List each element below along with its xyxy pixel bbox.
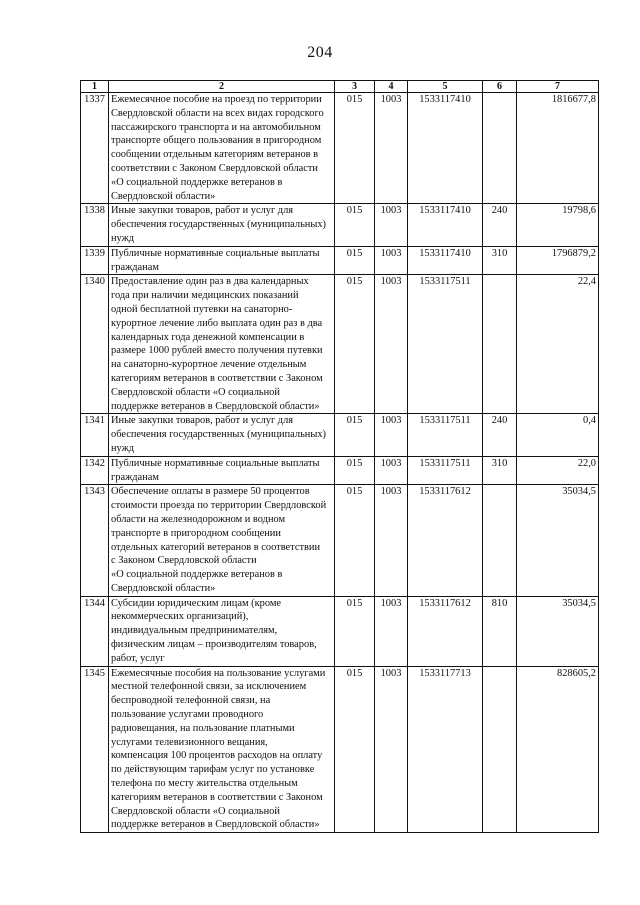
table-row [81, 485, 599, 596]
description-line: обеспечения государственных (муниципальных) [111, 219, 327, 231]
description-line: Субсидии юридическим лицам (кроме [111, 597, 282, 609]
amount-value: 22,0 [517, 456, 599, 485]
row-number: 1342 [81, 456, 109, 485]
description-line: индивидуальным предпринимателям, [111, 625, 278, 637]
description-line: Свердловской области на всех видах городского [111, 107, 324, 119]
ministry-code: 015 [335, 246, 375, 275]
description-line: пассажирского транспорта и на автомобильном [111, 121, 321, 133]
description-line: сообщении отдельным категориям ветеранов в [111, 149, 319, 161]
amount-value: 19798,6 [517, 204, 599, 246]
description-line: телефона по месту жительства отдельным [111, 778, 298, 790]
amount-value: 1796879,2 [517, 246, 599, 275]
description-line: Ежемесячное пособие на проезд по территории [111, 94, 322, 105]
col-header-6: 6 [483, 81, 517, 93]
description-line: Обеспечение оплаты в размере 50 процентов [111, 486, 310, 498]
description-line: транспорте общего пользования в пригородном [111, 135, 322, 147]
description-line: Свердловской области» [111, 190, 216, 202]
table-body [81, 93, 599, 833]
row-description [109, 204, 335, 246]
table-header-row [81, 81, 599, 93]
description-line: некоммерческих организаций), [111, 611, 249, 623]
description-line: на санаторно-курортное лечение отдельным [111, 359, 307, 371]
description-line: стоимости проезда по территории Свердловской [111, 500, 327, 512]
section-code: 1003 [375, 596, 408, 666]
expense-type-code: 240 [483, 414, 517, 456]
description-line: Иные закупки товаров, работ и услуг для [111, 205, 294, 217]
amount-value: 35034,5 [517, 596, 599, 666]
ministry-code: 015 [335, 596, 375, 666]
row-number: 1345 [81, 666, 109, 833]
row-number: 1337 [81, 93, 109, 204]
table-row [81, 275, 599, 414]
description-line: транспорте в пригородном сообщении [111, 527, 281, 539]
description-line: соответствии с Законом Свердловской области [111, 162, 318, 174]
row-description [109, 246, 335, 275]
description-line: гражданам [111, 471, 159, 483]
description-line: Свердловской области» [111, 582, 216, 594]
expense-type-code [483, 275, 517, 414]
description-line: отдельных категорий ветеранов в соответствии [111, 541, 321, 553]
description-line: курортное лечение либо выплата один раз в два [111, 317, 323, 329]
section-code: 1003 [375, 485, 408, 596]
description-line: по действующим тарифам услуг по установке [111, 764, 315, 776]
row-description [109, 596, 335, 666]
description-line: с Законом Свердловской области [111, 555, 257, 567]
expense-type-code: 240 [483, 204, 517, 246]
ministry-code: 015 [335, 456, 375, 485]
description-line: пользование услугами проводного [111, 709, 264, 721]
section-code: 1003 [375, 666, 408, 833]
description-line: нужд [111, 442, 135, 454]
row-number: 1339 [81, 246, 109, 275]
description-line: одной бесплатной путевки на санаторно- [111, 303, 293, 315]
col-header-4: 4 [375, 81, 408, 93]
expense-type-code [483, 485, 517, 596]
ministry-code: 015 [335, 414, 375, 456]
ministry-code: 015 [335, 666, 375, 833]
row-number: 1340 [81, 275, 109, 414]
description-line: Публичные нормативные социальные выплаты [111, 247, 320, 259]
ministry-code: 015 [335, 204, 375, 246]
description-line: области на железнодорожном и водном [111, 513, 286, 525]
description-line: гражданам [111, 261, 159, 273]
description-line: Свердловской области «О социальной [111, 386, 280, 398]
target-article-code: 1533117410 [408, 204, 483, 246]
target-article-code: 1533117612 [408, 485, 483, 596]
expense-type-code [483, 93, 517, 204]
budget-table [80, 80, 599, 833]
description-line: Свердловской области «О социальной [111, 805, 280, 817]
description-line: поддержке ветеранов в Свердловской области» [111, 819, 320, 831]
description-line: компенсация 100 процентов расходов на оплату [111, 750, 323, 762]
description-line: размере 1000 рублей вместо получения путевки [111, 345, 323, 357]
table-row [81, 666, 599, 833]
description-line: физическим лицам – производителям товаров, [111, 639, 317, 651]
col-header-5: 5 [408, 81, 483, 93]
description-line: категориям ветеранов в соответствии с Законом [111, 791, 323, 803]
col-header-3: 3 [335, 81, 375, 93]
target-article-code: 1533117713 [408, 666, 483, 833]
row-description [109, 414, 335, 456]
description-line: Публичные нормативные социальные выплаты [111, 457, 320, 469]
amount-value: 1816677,8 [517, 93, 599, 204]
table-row [81, 596, 599, 666]
expense-type-code: 810 [483, 596, 517, 666]
target-article-code: 1533117410 [408, 246, 483, 275]
description-line: беспроводной телефонной связи, на [111, 695, 271, 707]
col-header-1: 1 [81, 81, 109, 93]
target-article-code: 1533117511 [408, 414, 483, 456]
target-article-code: 1533117511 [408, 275, 483, 414]
table-row [81, 414, 599, 456]
description-line: услугами телевизионного вещания, [111, 736, 268, 748]
table-row [81, 456, 599, 485]
table-row [81, 246, 599, 275]
row-description [109, 456, 335, 485]
description-line: Иные закупки товаров, работ и услуг для [111, 415, 294, 427]
table-row [81, 204, 599, 246]
section-code: 1003 [375, 246, 408, 275]
row-number: 1341 [81, 414, 109, 456]
col-header-2: 2 [109, 81, 335, 93]
expense-type-code [483, 666, 517, 833]
row-number: 1344 [81, 596, 109, 666]
amount-value: 35034,5 [517, 485, 599, 596]
amount-value: 22,4 [517, 275, 599, 414]
description-line: «О социальной поддержке ветеранов в [111, 176, 283, 188]
description-line: обеспечения государственных (муниципальных) [111, 429, 327, 441]
row-description [109, 275, 335, 414]
description-line: Ежемесячные пособия на пользование услугами [111, 667, 326, 679]
row-number: 1338 [81, 204, 109, 246]
description-line: «О социальной поддержке ветеранов в [111, 569, 283, 581]
description-line: радиовещания, на пользование платными [111, 722, 295, 734]
amount-value: 828605,2 [517, 666, 599, 833]
description-line: нужд [111, 232, 135, 244]
ministry-code: 015 [335, 93, 375, 204]
section-code: 1003 [375, 456, 408, 485]
page-number: 204 [307, 44, 333, 61]
table-row [81, 93, 599, 204]
row-description [109, 485, 335, 596]
section-code: 1003 [375, 275, 408, 414]
ministry-code: 015 [335, 485, 375, 596]
row-description [109, 93, 335, 204]
description-line: работ, услуг [111, 652, 165, 664]
description-line: календарных года денежной компенсации в [111, 331, 305, 343]
description-line: местной телефонной связи, за исключением [111, 681, 307, 693]
target-article-code: 1533117410 [408, 93, 483, 204]
section-code: 1003 [375, 93, 408, 204]
section-code: 1003 [375, 204, 408, 246]
row-description [109, 666, 335, 833]
ministry-code: 015 [335, 275, 375, 414]
target-article-code: 1533117511 [408, 456, 483, 485]
description-line: Предоставление один раз в два календарных [111, 276, 309, 288]
row-number: 1343 [81, 485, 109, 596]
description-line: поддержке ветеранов в Свердловской области» [111, 400, 320, 412]
description-line: года при наличии медицинских показаний [111, 290, 299, 302]
expense-type-code: 310 [483, 456, 517, 485]
section-code: 1003 [375, 414, 408, 456]
target-article-code: 1533117612 [408, 596, 483, 666]
description-line: категориям ветеранов в соответствии с Законом [111, 372, 323, 384]
col-header-7: 7 [517, 81, 599, 93]
amount-value: 0,4 [517, 414, 599, 456]
expense-type-code: 310 [483, 246, 517, 275]
